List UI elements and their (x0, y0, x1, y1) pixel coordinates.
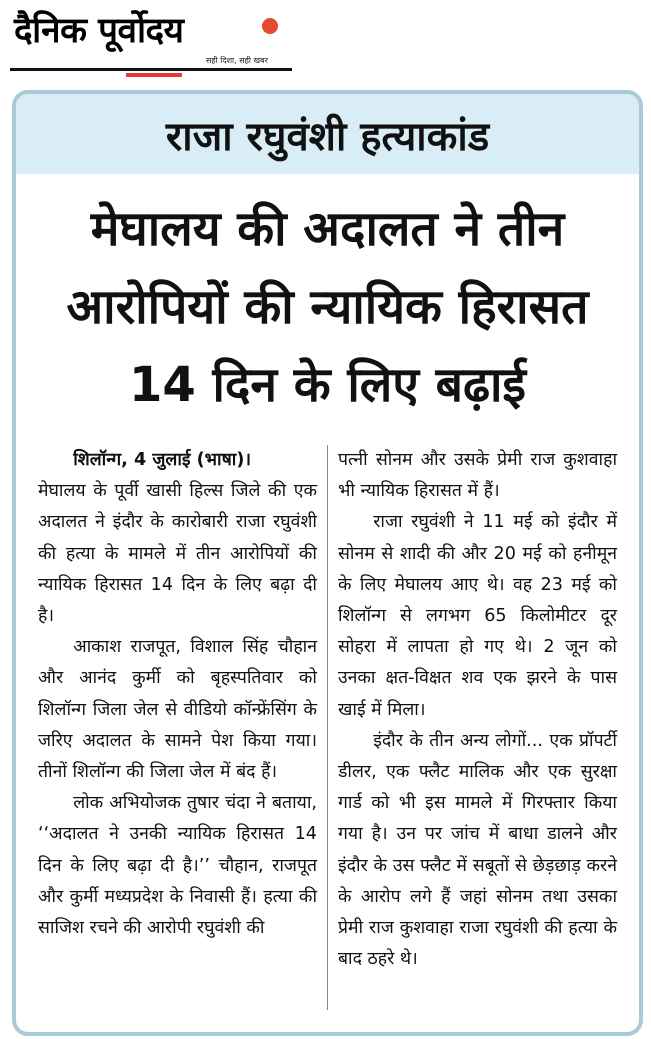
paragraph-2: आकाश राजपूत, विशाल सिंह चौहान और आनंद कुर्मी को बृहस्पतिवार को शिलॉन्ग जिला जेल से वीडियो कॉन्फ्रेंसिंग के जरिए अदालत के सामने पेश किया गया। तीनों शिलॉन्ग की जिला जेल में बंद हैं। (38, 637, 317, 783)
logo-dot-icon (262, 18, 278, 34)
paragraph-5: राजा रघुवंशी ने 11 मई को इंदौर में सोनम से शादी की और 20 मई को हनीमून के लिए मेघालय आए थे। वह 23 मई को शिलॉन्ग से लगभग 65 किलोमीटर दूर सोहरा में लापता हो गए थे। 2 जून को उनका क्षत-विक्षत शव एक झरने के पास खाई में मिला। (338, 512, 617, 720)
headline (26, 190, 629, 424)
masthead-accent-rule (126, 73, 182, 77)
masthead-rule (10, 68, 292, 71)
paragraph-1: मेघालय के पूर्वी खासी हिल्स जिले की एक अदालत ने इंदौर के कारोबारी राजा रघुवंशी की हत्या के मामले में तीन आरोपियों की न्यायिक हिरासत 14 दिन के लिए बढ़ा दी है। (38, 481, 317, 627)
news-card (12, 90, 643, 1036)
column-divider (327, 445, 328, 1010)
paragraph-3: लोक अभियोजक तुषार चंदा ने बताया, ‘‘अदालत ने उनकी न्यायिक हिरासत 14 दिन के लिए बढ़ा दी है।’’ चौहान, राजपूत और कुर्मी मध्यप्रदेश के निवासी हैं। हत्या की साजिश रचने की आरोपी रघुवंशी की (38, 793, 317, 939)
masthead (10, 6, 290, 76)
newspaper-title: दैनिक पूर्वोदय (14, 10, 184, 51)
article-column-left (38, 445, 317, 944)
paragraph-4: पत्नी सोनम और उसके प्रेमी राज कुशवाहा भी न्यायिक हिरासत में हैं। (338, 450, 617, 502)
headline-line-1: मेघालय की अदालत ने तीन (90, 201, 565, 257)
newspaper-tagline: सही दिशा, सही खबर (206, 56, 268, 65)
topic-banner (16, 94, 639, 174)
headline-line-3: 14 दिन के लिए बढ़ाई (128, 357, 527, 413)
dateline: शिलॉन्ग, 4 जुलाई (भाषा)। (73, 450, 252, 470)
article-column-right (338, 445, 617, 975)
topic-title: राजा रघुवंशी हत्याकांड (165, 113, 490, 160)
paragraph-6: इंदौर के तीन अन्य लोगों... एक प्रॉपर्टी डीलर, एक फ्लैट मालिक और एक सुरक्षा गार्ड को भी इस मामले में गिरफ्तार किया गया है। उन पर जांच में बाधा डालने और इंदौर के उस फ्लैट में सबूतों से छेड़छाड़ करने के आरोप लगे हैं जहां सोनम तथा उसका प्रेमी राज कुशवाहा राजा रघुवंशी की हत्या के बाद ठहरे थे। (338, 730, 617, 970)
headline-line-2: आरोपियों की न्यायिक हिरासत (66, 279, 589, 335)
